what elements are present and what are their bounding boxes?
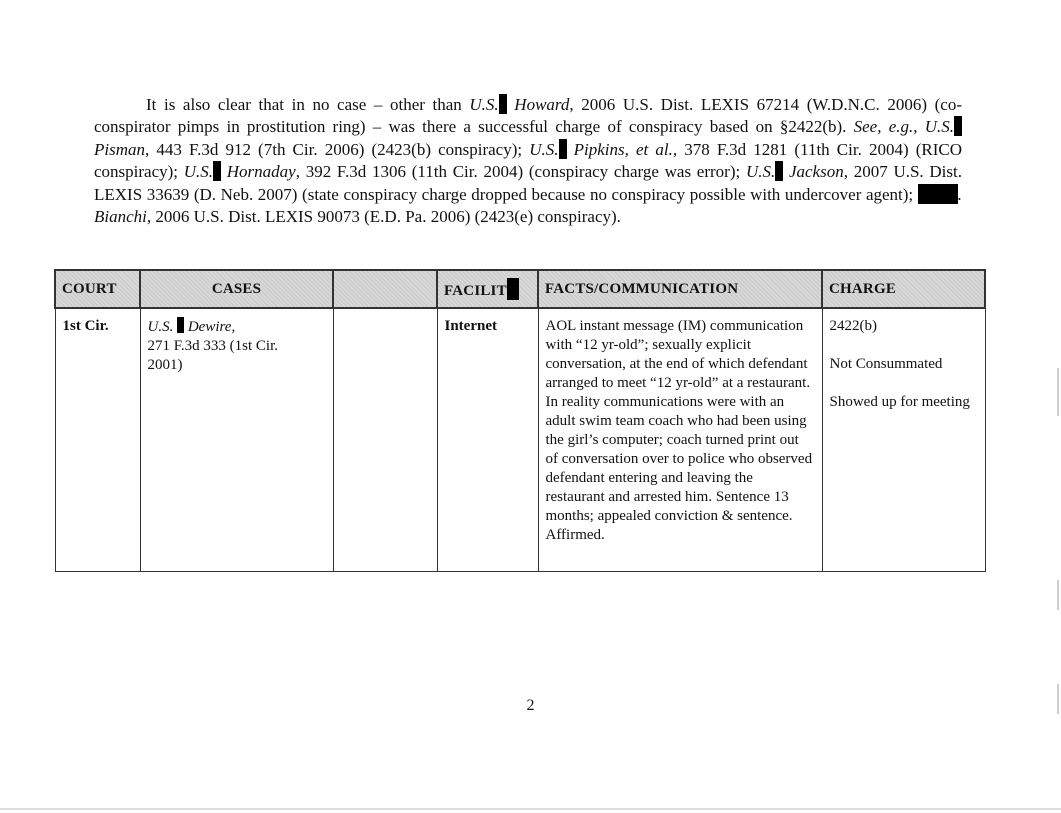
see-eg: See, e.g., — [853, 117, 918, 137]
case-us: U.S. — [183, 162, 214, 182]
case-jackson: Jackson, — [788, 162, 848, 182]
case-citation: 271 F.3d 333 (1st Cir. — [147, 338, 278, 354]
scan-edge-mark — [1057, 392, 1059, 416]
case-us: U.S. — [745, 162, 776, 182]
cases-table — [54, 269, 986, 572]
case-name-line — [148, 317, 326, 337]
scan-edge-mark — [1057, 684, 1059, 714]
para-text: It is also clear that in no case – other than — [146, 95, 470, 114]
case-us: U.S. — [469, 95, 499, 114]
header-facility — [437, 270, 538, 308]
header-blank — [333, 270, 437, 308]
case-howard: Howard — [506, 95, 570, 114]
header-charge: CHARGE — [822, 270, 985, 308]
redaction-box — [559, 139, 567, 159]
case-bianchi: . Bianchi, — [94, 184, 962, 227]
case-dewire: Dewire, — [184, 319, 236, 335]
para-text — [918, 117, 925, 136]
redaction-box — [918, 184, 958, 204]
case-us: U.S. — [529, 139, 559, 159]
page-number: 2 — [526, 697, 535, 714]
para-text: 2007 U.S. Dist. LEXIS 33639 (D. Neb. 2007) (state conspiracy charge dropped because no conspiracy possible with undercover agent); — [94, 162, 962, 204]
header-facts: FACTS/COMMUNICATION — [538, 270, 822, 308]
case-citation-year: 2001) — [147, 357, 183, 373]
para-text: 2006 U.S. Dist. LEXIS 90073 (E.D. Pa. 2006) (2423(e) conspiracy). — [151, 207, 621, 227]
header-facility-label: FACILIT — [444, 283, 507, 299]
redaction-box — [507, 278, 519, 300]
case-us: U.S. — [924, 117, 955, 137]
case-hornaday: Hornaday — [221, 162, 296, 182]
para-text: , 443 F.3d 912 (7th Cir. 2006) (2423(b) conspiracy); — [145, 139, 530, 159]
para-text: , 378 F.3d 1281 (11th Cir. 2004) (RICO conspiracy); — [94, 139, 962, 182]
redaction-box — [954, 116, 962, 136]
table-row — [55, 308, 985, 572]
cell-court: 1st Cir. — [55, 308, 140, 572]
cell-facts: AOL instant message (IM) communication with “12 yr-old”; sexually explicit conversation, at the end of which defendant arranged to meet “12 yr-old” at a restaurant. In reality communications were with an adult swim team coach who had been using the girl’s computer; coach turned print out of conversation over to police who observed defendant entering and leaving the restaurant and arrested him. Sentence 13 months; appealed conviction & sentence. Affirmed. — [538, 308, 822, 572]
body-paragraph — [94, 94, 962, 228]
charge-note: Showed up for meeting — [829, 394, 970, 410]
charge-statute: 2422(b) — [829, 318, 877, 334]
header-cases: CASES — [140, 270, 333, 308]
cell-blank — [333, 308, 437, 572]
para-text: , 2006 U.S. Dist. LEXIS 67214 (W.D.N.C. 2006) (co-conspirator pimps in prostitution ring) – was there a successful charge of conspiracy based on §2422(b). — [94, 95, 962, 137]
case-us: U.S. — [147, 319, 174, 335]
case-pisman: Pisman — [94, 139, 145, 159]
redaction-box — [775, 161, 783, 181]
redaction-box — [213, 161, 221, 181]
cell-cases — [140, 308, 333, 572]
charge-status: Not Consummated — [829, 356, 943, 372]
para-text: , 392 F.3d 1306 (11th Cir. 2004) (conspiracy charge was error); — [295, 162, 746, 182]
redaction-box — [499, 94, 507, 114]
table-header-row — [55, 270, 985, 308]
cell-facility: Internet — [437, 308, 538, 572]
scan-edge-bottom — [0, 808, 1061, 810]
scan-edge-mark — [1057, 580, 1059, 610]
header-court: COURT — [55, 270, 140, 308]
case-pipkins: Pipkins, et al. — [566, 139, 673, 159]
cell-charge — [822, 308, 985, 572]
